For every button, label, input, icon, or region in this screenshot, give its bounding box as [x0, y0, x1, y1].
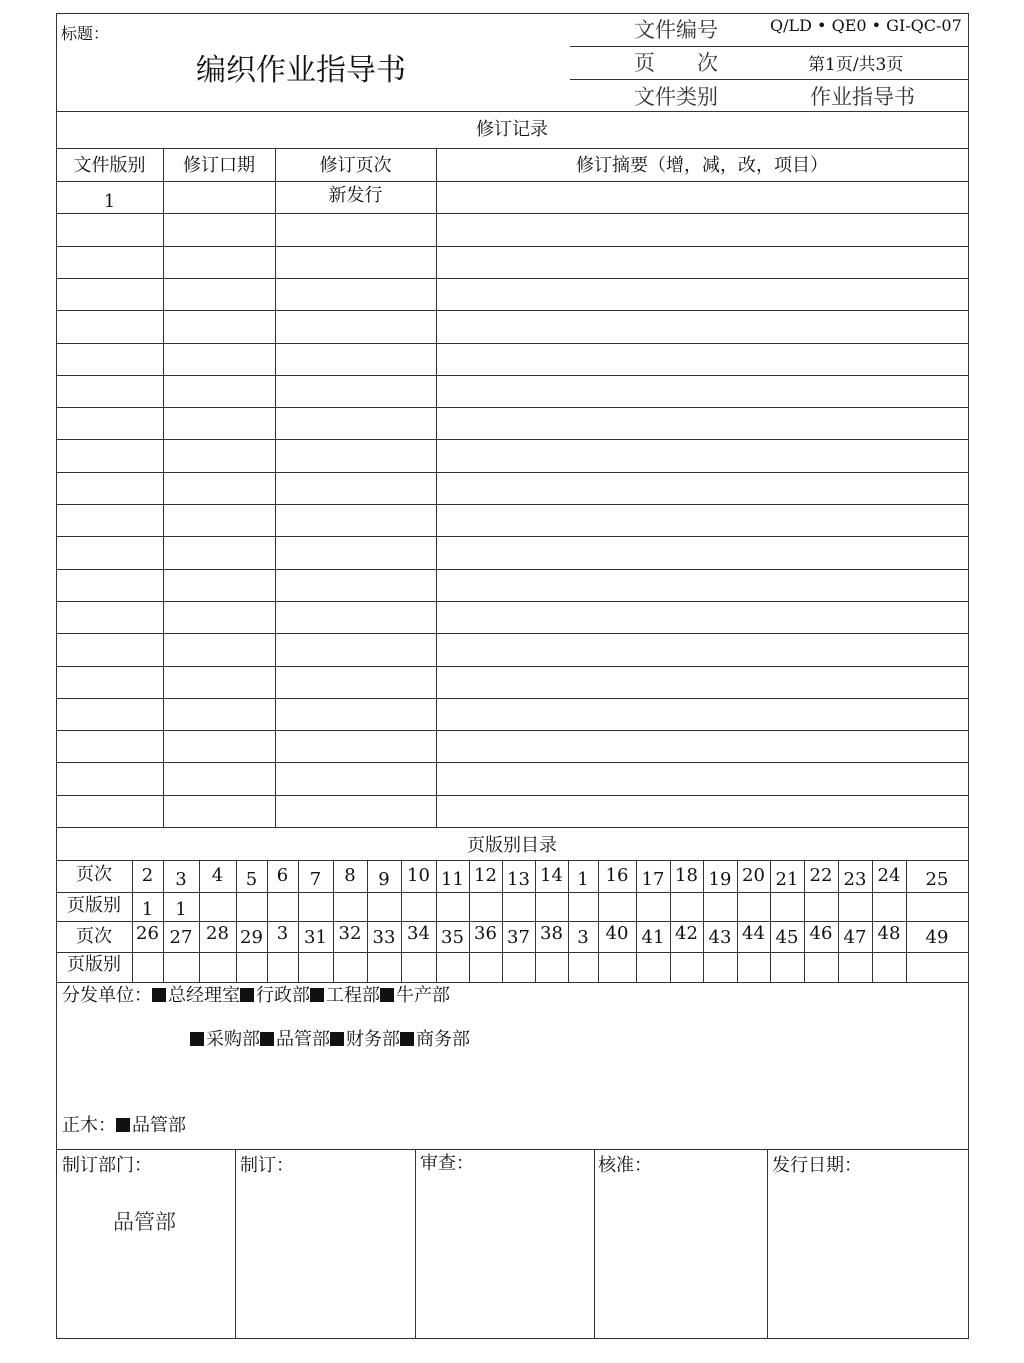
dir-page-cell: 5	[245, 869, 258, 890]
dir-page-cell: 21	[775, 869, 799, 890]
dir-page-cell: 10	[407, 865, 430, 886]
revision-row-divider	[56, 601, 968, 602]
dir-page-cell: 3	[175, 869, 187, 890]
revision-column-divider	[275, 148, 276, 827]
dir-page-cell: 6	[276, 865, 289, 886]
checkbox-filled-icon	[260, 1032, 274, 1046]
dir-page-cell: 18	[675, 865, 698, 886]
checkbox-filled-icon	[190, 1032, 204, 1046]
dir-page-cell: 2	[141, 865, 154, 886]
checkbox-filled-icon	[152, 988, 166, 1002]
dir-page-cell: 43	[708, 927, 732, 948]
dir-page-cell: 31	[304, 927, 327, 948]
dir-page-cell: 7	[309, 869, 322, 890]
approver-label: 核准：	[598, 1155, 652, 1176]
doc-number-label: 文件编号	[634, 18, 718, 42]
dir-page-cell: 33	[372, 927, 396, 948]
revision-row-divider	[56, 439, 968, 440]
dist-dept-business: 商务部	[416, 1029, 470, 1050]
revision-column-divider	[163, 148, 164, 827]
revision-version-1: 1	[103, 191, 116, 212]
dir-page-cell: 49	[925, 927, 949, 948]
revision-section-title: 修订记录	[476, 119, 548, 140]
dir-page-cell: 24	[877, 865, 901, 886]
dist-dept-qc: 品管部	[276, 1029, 330, 1050]
dist-dept-production: 牛产部	[396, 985, 450, 1006]
checkbox-filled-icon	[116, 1118, 130, 1132]
title-label: 标题：	[61, 24, 110, 43]
category-value: 作业指导书	[810, 85, 915, 109]
col-header-summary: 修订摘要（增，减，改，项目）	[576, 155, 828, 176]
dir-page-cell: 45	[775, 927, 799, 948]
revision-row-divider	[56, 666, 968, 667]
dir-page-cell: 46	[809, 923, 833, 944]
checkbox-filled-icon	[310, 988, 324, 1002]
col-header-date: 修订口期	[183, 155, 255, 176]
revision-row-divider	[56, 310, 968, 311]
document-title: 编织作业指导书	[196, 53, 406, 88]
dir-page-cell: 42	[675, 923, 698, 944]
dist-dept-purchasing: 采购部	[206, 1029, 260, 1050]
dir-page-cell: 13	[507, 869, 530, 890]
issue-date-label: 发行日期：	[772, 1155, 862, 1176]
dir-page-cell: 22	[809, 865, 833, 886]
dist-dept-engineering: 工程部	[326, 985, 380, 1006]
dir-page-cell: 11	[441, 869, 464, 890]
revision-row-divider	[56, 375, 968, 376]
drafter-label: 制订：	[240, 1155, 294, 1176]
dir-page-cell: 14	[540, 865, 563, 886]
revision-row-divider	[56, 213, 968, 214]
dir-version-cell: 1	[175, 899, 187, 920]
dir-page-cell: 20	[742, 865, 765, 886]
dir-page-cell: 19	[708, 869, 732, 890]
distribution-line-2	[190, 1031, 470, 1049]
revision-pages-1: 新发行	[328, 185, 383, 206]
revision-column-divider	[436, 148, 437, 827]
dist-dept-admin: 行政部	[256, 985, 310, 1006]
dir-page-cell: 38	[540, 923, 563, 944]
dir-page-cell: 12	[474, 865, 497, 886]
distribution-label: 分发单位：	[62, 985, 152, 1006]
dir-page-cell: 48	[877, 923, 901, 944]
dir-page-cell: 4	[211, 865, 224, 886]
page-directory-title: 页版别目录	[467, 835, 557, 856]
dir-version-cell: 1	[141, 899, 154, 920]
dir-page-cell: 3	[577, 927, 589, 948]
revision-row-divider	[56, 698, 968, 699]
col-header-version: 文件版别	[73, 155, 146, 176]
checkbox-filled-icon	[330, 1032, 344, 1046]
dir-page-cell: 37	[507, 927, 530, 948]
dir-page-cell: 29	[240, 927, 263, 948]
dept-label: 制订部门：	[62, 1155, 152, 1176]
dir-row4-label: 页版别	[67, 954, 121, 975]
dist-dept-general-manager: 总经理室	[168, 985, 240, 1006]
dir-page-cell: 35	[441, 927, 464, 948]
dir-row3-label: 页次	[76, 926, 112, 947]
dir-page-cell: 41	[641, 927, 665, 948]
dist-dept-finance: 财务部	[346, 1029, 400, 1050]
dir-page-cell: 34	[407, 923, 430, 944]
dir-row1-label: 页次	[76, 864, 112, 885]
revision-row-divider	[56, 278, 968, 279]
dir-page-cell: 3	[276, 923, 289, 944]
dir-page-cell: 40	[605, 923, 629, 944]
dir-page-cell: 17	[641, 869, 665, 890]
dir-page-cell: 36	[474, 923, 497, 944]
dir-page-cell: 16	[605, 865, 629, 886]
dir-page-cell: 9	[378, 869, 390, 890]
dir-page-cell: 1	[577, 869, 589, 890]
dir-page-cell: 47	[843, 927, 867, 948]
revision-row-divider	[56, 407, 968, 408]
revision-row-divider	[56, 343, 968, 344]
page-label: 页 次	[634, 51, 718, 75]
revision-row-divider	[56, 569, 968, 570]
doc-number-value: Q/LD • QE0 • GI-QC-07	[770, 16, 962, 35]
col-header-pages: 修订页次	[319, 155, 392, 176]
dir-page-cell: 32	[338, 923, 362, 944]
revision-row-divider	[56, 730, 968, 731]
dir-row2-label: 页版别	[67, 895, 121, 916]
reviewer-label: 审查：	[420, 1153, 474, 1174]
original-dept-qc: 品管部	[132, 1115, 186, 1136]
revision-row-divider	[56, 246, 968, 247]
dir-page-cell: 23	[843, 869, 867, 890]
revision-row-divider	[56, 762, 968, 763]
revision-row-divider	[56, 472, 968, 473]
dir-page-cell: 26	[136, 923, 159, 944]
dir-page-cell: 28	[206, 923, 229, 944]
revision-row-divider	[56, 504, 968, 505]
checkbox-filled-icon	[240, 988, 254, 1002]
revision-row-divider	[56, 633, 968, 634]
original-label: 正木：	[62, 1115, 116, 1136]
revision-row-divider	[56, 536, 968, 537]
page-value: 第1页/共3页	[808, 55, 904, 75]
dir-page-cell: 8	[344, 865, 356, 886]
dir-page-cell: 27	[169, 927, 193, 948]
original-line	[62, 1117, 186, 1135]
dir-page-cell: 25	[925, 869, 949, 890]
distribution-line-1	[62, 987, 450, 1005]
category-label: 文件类别	[634, 85, 718, 109]
dir-page-cell: 44	[742, 923, 765, 944]
dept-value: 品管部	[113, 1210, 176, 1234]
checkbox-filled-icon	[400, 1032, 414, 1046]
revision-row-divider	[56, 795, 968, 796]
checkbox-filled-icon	[380, 988, 394, 1002]
